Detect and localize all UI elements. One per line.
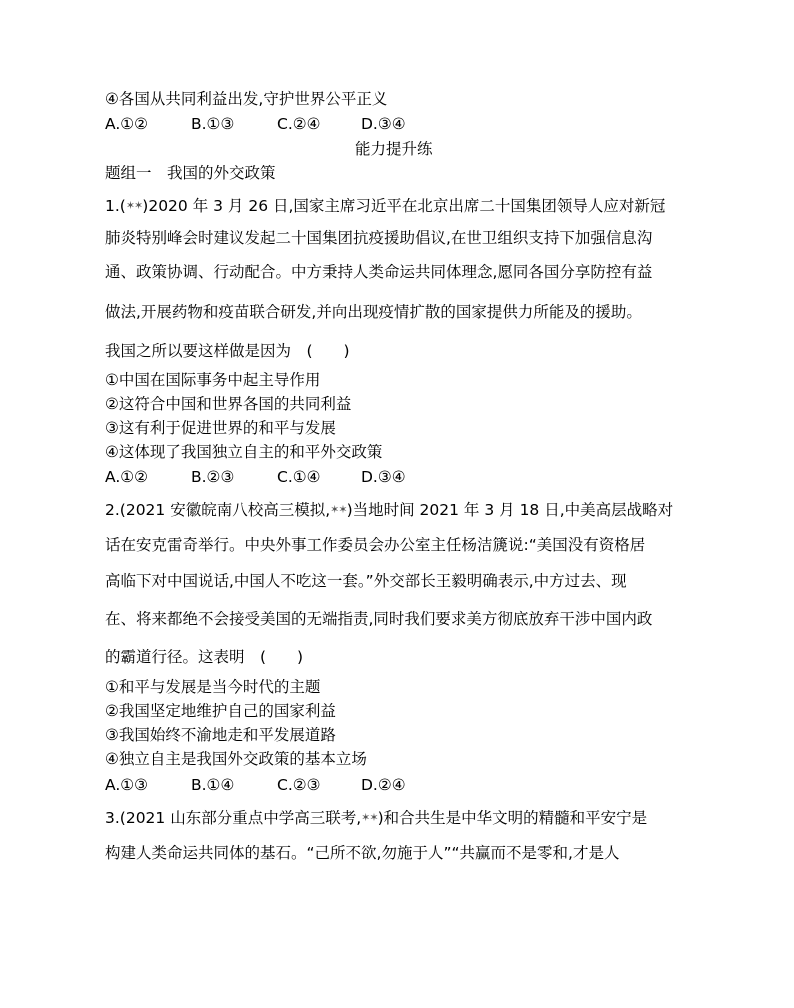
q1-line-5: 我国之所以要这样做是因为 ( ) [105, 342, 350, 360]
q2-item-2: ②我国坚定地维护自己的国家利益 [105, 702, 336, 720]
q1-item-3: ③这有利于促进世界的和平与发展 [105, 419, 336, 437]
q1-line-4: 做法,开展药物和疫苗联合研发,并向出现疫情扩散的国家提供力所能及的援助。 [105, 303, 642, 321]
option-a: A.①③ [105, 776, 149, 794]
q2-line-1-text: )当地时间 2021 年 3 月 18 日,中美高层战略对 [346, 501, 674, 519]
q2-item-1: ①和平与发展是当今时代的主题 [105, 678, 321, 696]
difficulty-star-icon: ✶✶ [361, 811, 378, 824]
q2-options [105, 775, 406, 795]
option-b: B.②③ [191, 468, 235, 486]
q1-line-1 [105, 196, 665, 216]
q2-line-2: 话在安克雷奇举行。中央外事工作委员会办公室主任杨洁篪说:“美国没有资格居 [105, 536, 646, 554]
q1-item-2: ②这符合中国和世界各国的共同利益 [105, 395, 352, 413]
option-c: C.②③ [277, 776, 321, 794]
q2-line-3: 高临下对中国说话,中国人不吃这一套。”外交部长王毅明确表示,中方过去、现 [105, 572, 627, 590]
top-item-4: ④各国从共同利益出发,守护世界公平正义 [105, 90, 388, 108]
option-d: D.③④ [361, 115, 406, 133]
q1-item-1: ①中国在国际事务中起主导作用 [105, 371, 321, 389]
section-title: 能力提升练 [355, 140, 433, 158]
option-b: B.①④ [191, 776, 235, 794]
q3-line-2: 构建人类命运共同体的基石。“己所不欲,勿施于人”“共赢而不是零和,才是人 [105, 844, 620, 862]
q1-prefix: 1.( [105, 197, 126, 215]
q1-options [105, 467, 406, 487]
option-a: A.①② [105, 115, 149, 133]
q3-prefix: 3.(2021 山东部分重点中学高三联考, [105, 809, 362, 827]
q1-item-4: ④这体现了我国独立自主的和平外交政策 [105, 443, 383, 461]
option-b: B.①③ [191, 115, 235, 133]
option-a: A.①② [105, 468, 149, 486]
q2-item-4: ④独立自主是我国外交政策的基本立场 [105, 750, 367, 768]
option-d: D.②④ [361, 776, 406, 794]
q3-line-1 [105, 808, 647, 828]
option-c: C.②④ [277, 115, 321, 133]
option-c: C.①④ [277, 468, 321, 486]
q2-line-5: 的霸道行径。这表明 ( ) [105, 648, 304, 666]
q1-line-2: 肺炎特别峰会时建议发起二十国集团抗疫援助倡议,在世卫组织支持下加强信息沟 [105, 229, 653, 247]
q3-line-1-text: )和合共生是中华文明的精髓和平安宁是 [377, 809, 648, 827]
q2-line-4: 在、将来都绝不会接受美国的无端指责,同时我们要求美方彻底放弃干涉中国内政 [105, 610, 653, 628]
q1-line-3: 通、政策协调、行动配合。中方秉持人类命运共同体理念,愿同各国分享防控有益 [105, 263, 653, 281]
top-options [105, 114, 406, 134]
q2-item-3: ③我国始终不渝地走和平发展道路 [105, 726, 336, 744]
option-d: D.③④ [361, 468, 406, 486]
q1-line-1-text: )2020 年 3 月 26 日,国家主席习近平在北京出席二十国集团领导人应对新冠 [142, 197, 666, 215]
difficulty-star-icon: ✶✶ [125, 199, 143, 212]
group-title: 题组一 我国的外交政策 [105, 164, 276, 182]
q2-line-1 [105, 500, 673, 520]
q2-prefix: 2.(2021 安徽皖南八校高三模拟, [105, 501, 331, 519]
difficulty-star-icon: ✶✶ [330, 503, 347, 516]
